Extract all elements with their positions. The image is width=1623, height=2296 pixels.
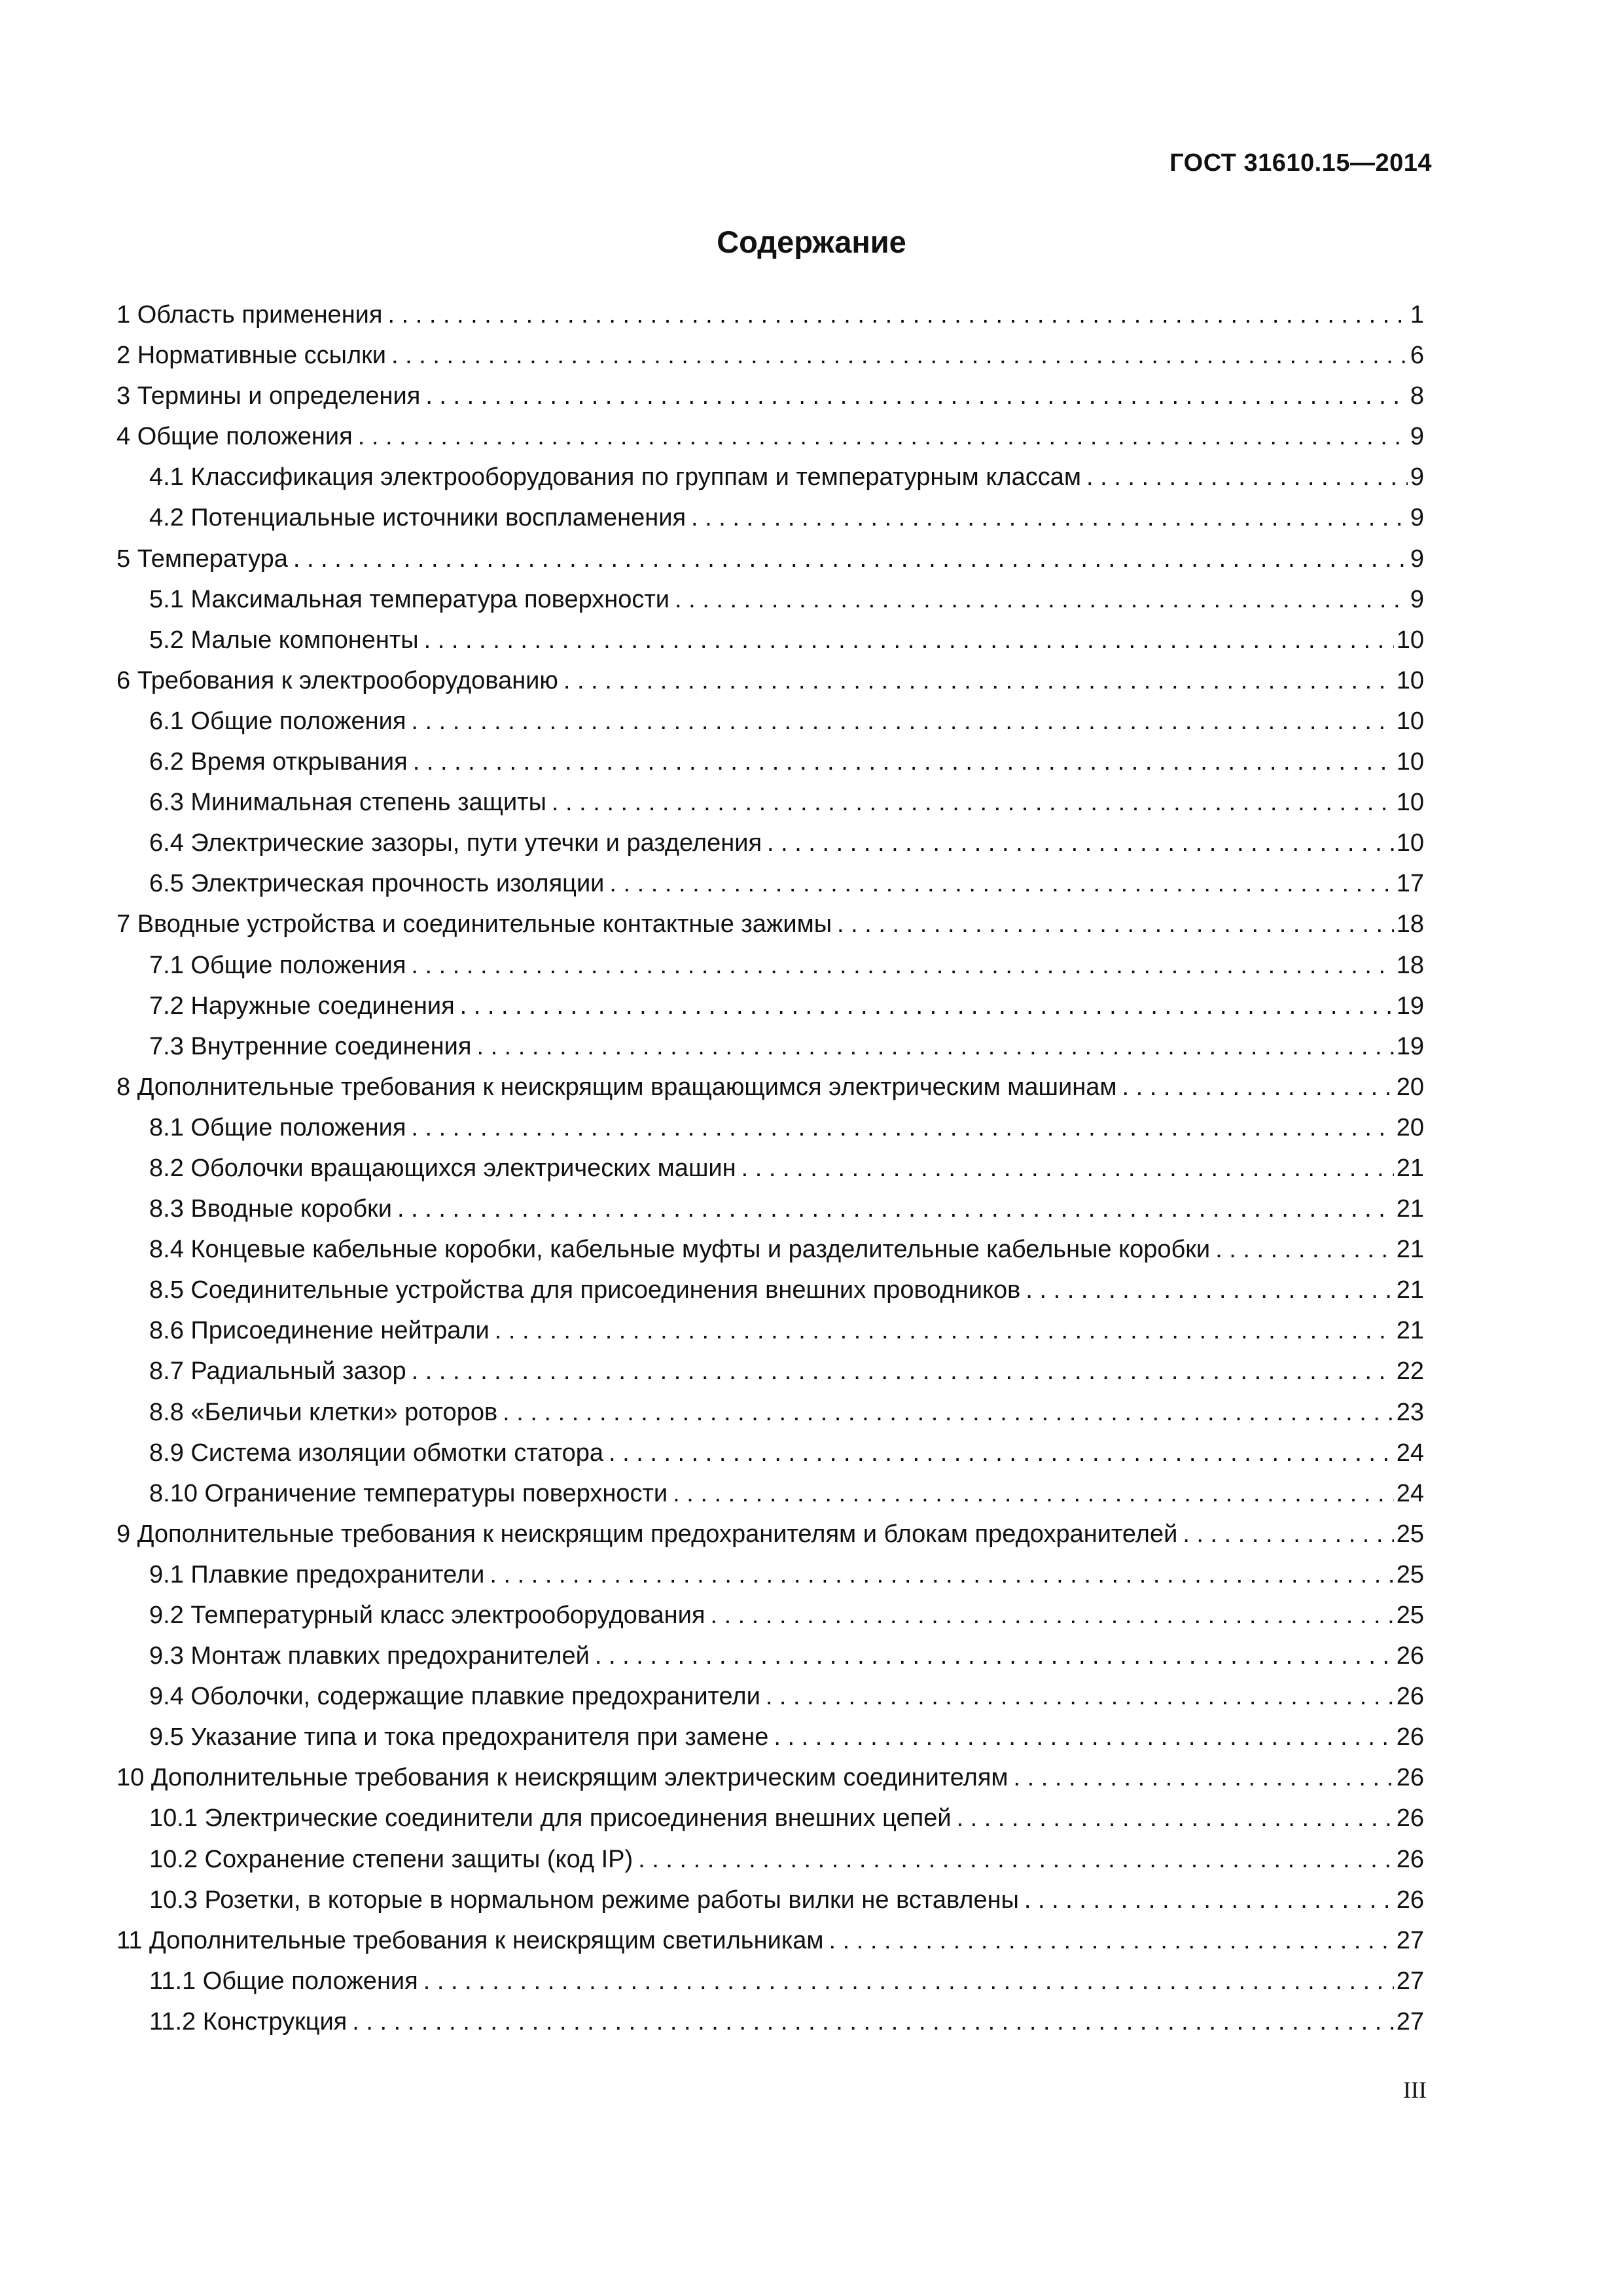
toc-entry-page: 8 bbox=[1410, 382, 1424, 410]
toc-entry-title: 10.1 Электрические соединители для присоединения внешних цепей bbox=[149, 1804, 952, 1833]
toc-entry[interactable] bbox=[116, 1148, 1424, 1189]
toc-entry[interactable] bbox=[116, 416, 1424, 457]
toc-entry-title: 6.2 Время открывания bbox=[149, 748, 408, 776]
toc-entry[interactable] bbox=[116, 1392, 1424, 1433]
toc-dot-leader bbox=[710, 1595, 1393, 1636]
toc-entry-page: 21 bbox=[1396, 1154, 1424, 1182]
toc-entry-page: 20 bbox=[1396, 1113, 1424, 1141]
toc-entry[interactable] bbox=[116, 1676, 1424, 1717]
toc-entry-page: 26 bbox=[1396, 1845, 1424, 1873]
toc-entry-page: 26 bbox=[1396, 1683, 1424, 1711]
toc-entry-page: 18 bbox=[1396, 910, 1424, 939]
toc-entry[interactable] bbox=[116, 1067, 1424, 1107]
toc-dot-leader bbox=[1183, 1514, 1393, 1554]
toc-entry-title: 7 Вводные устройства и соединительные контактные зажимы bbox=[116, 910, 832, 939]
toc-entry[interactable] bbox=[116, 1880, 1424, 1920]
toc-entry[interactable] bbox=[116, 986, 1424, 1026]
toc-dot-leader bbox=[358, 416, 1408, 457]
toc-entry[interactable] bbox=[116, 904, 1424, 944]
toc-entry-page: 26 bbox=[1396, 1764, 1424, 1792]
toc-entry[interactable] bbox=[116, 1189, 1424, 1229]
toc-entry-title: 8.3 Вводные коробки bbox=[149, 1195, 393, 1223]
toc-entry-page: 26 bbox=[1396, 1804, 1424, 1833]
toc-dot-leader bbox=[293, 539, 1408, 579]
toc-dot-leader bbox=[609, 1433, 1394, 1473]
page-number: III bbox=[1403, 2077, 1427, 2103]
toc-entry-title: 7.2 Наружные соединения bbox=[149, 992, 455, 1020]
toc-entry-page: 25 bbox=[1396, 1602, 1424, 1629]
toc-entry-page: 26 bbox=[1396, 1886, 1424, 1914]
toc-entry-title: 6.1 Общие положения bbox=[149, 707, 406, 735]
toc-entry-page: 10 bbox=[1396, 666, 1424, 694]
toc-entry-page: 26 bbox=[1396, 1723, 1424, 1751]
toc-dot-leader bbox=[552, 782, 1394, 823]
toc-entry-title: 4 Общие положения bbox=[116, 423, 353, 451]
toc-entry[interactable] bbox=[116, 295, 1424, 335]
toc-entry-page: 23 bbox=[1396, 1398, 1424, 1426]
toc-entry[interactable] bbox=[116, 1351, 1424, 1391]
toc-entry[interactable] bbox=[116, 1107, 1424, 1148]
toc-entry-title: 1 Область применения bbox=[116, 301, 383, 329]
toc-entry[interactable] bbox=[116, 823, 1424, 863]
toc-entry-title: 11.2 Конструкция bbox=[149, 2007, 348, 2036]
toc-entry-title: 8.7 Радиальный зазор bbox=[149, 1357, 406, 1386]
toc-entry-page: 9 bbox=[1410, 585, 1424, 613]
toc-entry-title: 2 Нормативные ссылки bbox=[116, 342, 386, 370]
toc-entry-title: 10 Дополнительные требования к неискрящим электрическим соединителям bbox=[116, 1764, 1008, 1792]
toc-entry-title: 6.4 Электрические зазоры, пути утечки и разделения bbox=[149, 829, 762, 857]
toc-entry[interactable] bbox=[116, 457, 1424, 497]
toc-entry-title: 8.5 Соединительные устройства для присоединения внешних проводников bbox=[149, 1276, 1021, 1304]
toc-dot-leader bbox=[391, 335, 1408, 376]
toc-entry[interactable] bbox=[116, 782, 1424, 823]
toc-entry[interactable] bbox=[116, 1229, 1424, 1270]
toc-entry-title: 4.2 Потенциальные источники воспламенения bbox=[149, 504, 687, 532]
toc-entry-title: 7.1 Общие положения bbox=[149, 951, 406, 979]
toc-entry[interactable] bbox=[116, 1595, 1424, 1636]
toc-entry-title: 6.5 Электрическая прочность изоляции bbox=[149, 870, 605, 898]
toc-entry-page: 24 bbox=[1396, 1439, 1424, 1467]
toc-dot-leader bbox=[460, 986, 1394, 1026]
toc-entry-page: 9 bbox=[1410, 463, 1424, 492]
toc-entry-title: 11 Дополнительные требования к неискрящим светильникам bbox=[116, 1926, 824, 1954]
toc-entry-title: 8.9 Система изоляции обмотки статора bbox=[149, 1439, 603, 1467]
toc-entry[interactable] bbox=[116, 1920, 1424, 1961]
toc-title: Содержание bbox=[717, 224, 906, 259]
toc-dot-leader bbox=[413, 742, 1394, 782]
toc-entry[interactable] bbox=[116, 1310, 1424, 1351]
toc-dot-leader bbox=[424, 620, 1394, 660]
toc-entry-title: 6.3 Минимальная степень защиты bbox=[149, 789, 546, 817]
toc-entry-page: 10 bbox=[1396, 789, 1424, 817]
toc-dot-leader bbox=[957, 1798, 1394, 1839]
toc-entry[interactable] bbox=[116, 742, 1424, 782]
toc-entry-title: 8.10 Ограничение температуры поверхности bbox=[149, 1479, 668, 1507]
toc-entry-title: 8.1 Общие положения bbox=[149, 1113, 406, 1141]
toc-entry-title: 10.2 Сохранение степени защиты (код IP) bbox=[149, 1845, 633, 1873]
toc-dot-leader bbox=[411, 701, 1393, 742]
toc-entry[interactable] bbox=[116, 660, 1424, 701]
toc-entry[interactable] bbox=[116, 1026, 1424, 1067]
toc-entry-title: 11.1 Общие положения bbox=[149, 1967, 418, 1995]
table-of-contents bbox=[116, 295, 1424, 2042]
toc-entry-page: 24 bbox=[1396, 1479, 1424, 1507]
toc-entry[interactable] bbox=[116, 1270, 1424, 1310]
toc-entry-title: 6 Требования к электрооборудованию bbox=[116, 666, 558, 694]
toc-entry-title: 5.1 Максимальная температура поверхности bbox=[149, 585, 670, 613]
toc-entry[interactable] bbox=[116, 1514, 1424, 1554]
toc-entry[interactable] bbox=[116, 1554, 1424, 1595]
toc-entry-page: 22 bbox=[1396, 1357, 1424, 1386]
toc-entry-title: 8 Дополнительные требования к неискрящим вращающимся электрическим машинам bbox=[116, 1073, 1117, 1101]
toc-entry-title: 9 Дополнительные требования к неискрящим предохранителям и блокам предохранителей bbox=[116, 1520, 1178, 1548]
toc-entry[interactable] bbox=[116, 376, 1424, 416]
toc-entry-page: 27 bbox=[1396, 2007, 1424, 2036]
toc-entry[interactable] bbox=[116, 335, 1424, 376]
toc-dot-leader bbox=[829, 1920, 1394, 1961]
toc-entry-page: 9 bbox=[1410, 423, 1424, 451]
toc-entry[interactable] bbox=[116, 620, 1424, 660]
toc-entry-title: 9.2 Температурный класс электрооборудования bbox=[149, 1602, 705, 1629]
toc-entry[interactable] bbox=[116, 539, 1424, 579]
toc-dot-leader bbox=[1215, 1229, 1394, 1270]
toc-dot-leader bbox=[691, 497, 1408, 538]
toc-entry-title: 5.2 Малые компоненты bbox=[149, 626, 419, 654]
toc-dot-leader bbox=[425, 376, 1408, 416]
toc-entry[interactable] bbox=[116, 863, 1424, 904]
toc-entry-page: 6 bbox=[1410, 342, 1424, 370]
toc-entry-page: 10 bbox=[1396, 748, 1424, 776]
toc-entry-title: 9.5 Указание типа и тока предохранителя при замене bbox=[149, 1723, 769, 1751]
toc-entry[interactable] bbox=[116, 701, 1424, 742]
toc-dot-leader bbox=[503, 1392, 1394, 1433]
toc-entry-page: 27 bbox=[1396, 1926, 1424, 1954]
toc-dot-leader bbox=[397, 1189, 1394, 1229]
toc-dot-leader bbox=[495, 1310, 1394, 1351]
toc-entry-title: 8.8 «Беличьи клетки» роторов bbox=[149, 1398, 498, 1426]
toc-dot-leader bbox=[563, 660, 1394, 701]
toc-entry[interactable] bbox=[116, 1961, 1424, 2001]
toc-entry-page: 17 bbox=[1396, 870, 1424, 898]
toc-dot-leader bbox=[1024, 1880, 1394, 1920]
toc-entry[interactable] bbox=[116, 1798, 1424, 1839]
toc-entry-page: 26 bbox=[1396, 1642, 1424, 1670]
toc-entry-page: 25 bbox=[1396, 1560, 1424, 1588]
toc-dot-leader bbox=[490, 1554, 1393, 1595]
toc-dot-leader bbox=[675, 579, 1408, 620]
toc-dot-leader bbox=[595, 1636, 1394, 1676]
toc-dot-leader bbox=[476, 1026, 1393, 1067]
toc-entry-page: 18 bbox=[1396, 951, 1424, 979]
toc-entry-page: 9 bbox=[1410, 545, 1424, 573]
toc-dot-leader bbox=[1026, 1270, 1393, 1310]
toc-entry-page: 20 bbox=[1396, 1073, 1424, 1101]
toc-entry-page: 27 bbox=[1396, 1967, 1424, 1995]
toc-entry-page: 10 bbox=[1396, 829, 1424, 857]
toc-entry-page: 10 bbox=[1396, 707, 1424, 735]
toc-entry-title: 8.2 Оболочки вращающихся электрических машин bbox=[149, 1154, 736, 1182]
toc-entry-title: 9.4 Оболочки, содержащие плавкие предохранители bbox=[149, 1683, 760, 1711]
toc-dot-leader bbox=[609, 863, 1393, 904]
toc-dot-leader bbox=[1086, 457, 1408, 497]
toc-entry[interactable] bbox=[116, 1839, 1424, 1880]
toc-entry[interactable] bbox=[116, 1757, 1424, 1798]
toc-dot-leader bbox=[1122, 1067, 1394, 1107]
toc-dot-leader bbox=[387, 295, 1407, 335]
toc-entry[interactable] bbox=[116, 579, 1424, 620]
toc-entry-page: 19 bbox=[1396, 1032, 1424, 1060]
toc-dot-leader bbox=[741, 1148, 1394, 1189]
toc-dot-leader bbox=[1014, 1757, 1394, 1798]
toc-entry-title: 9.3 Монтаж плавких предохранителей bbox=[149, 1642, 590, 1670]
toc-entry-page: 10 bbox=[1396, 626, 1424, 654]
toc-dot-leader bbox=[766, 1676, 1394, 1717]
toc-entry-title: 3 Термины и определения bbox=[116, 382, 421, 410]
toc-entry-title: 4.1 Классификация электрооборудования по группам и температурным классам bbox=[149, 463, 1081, 492]
toc-dot-leader bbox=[837, 904, 1394, 944]
toc-entry-page: 21 bbox=[1396, 1236, 1424, 1264]
toc-dot-leader bbox=[423, 1961, 1394, 2001]
toc-dot-leader bbox=[673, 1473, 1394, 1514]
toc-dot-leader bbox=[352, 2001, 1393, 2042]
toc-dot-leader bbox=[412, 1351, 1394, 1391]
toc-entry[interactable] bbox=[116, 2001, 1424, 2042]
toc-entry-page: 9 bbox=[1410, 504, 1424, 532]
toc-entry-title: 8.4 Концевые кабельные коробки, кабельные муфты и разделительные кабельные коробки bbox=[149, 1236, 1211, 1264]
toc-entry-page: 21 bbox=[1396, 1276, 1424, 1304]
toc-entry[interactable] bbox=[116, 1473, 1424, 1514]
toc-dot-leader bbox=[767, 823, 1394, 863]
toc-dot-leader bbox=[774, 1717, 1393, 1757]
standard-number: ГОСТ 31610.15—2014 bbox=[1169, 149, 1432, 177]
toc-entry-title: 9.1 Плавкие предохранители bbox=[149, 1560, 485, 1588]
toc-entry-title: 5 Температура bbox=[116, 545, 288, 573]
toc-dot-leader bbox=[638, 1839, 1394, 1880]
toc-entry[interactable] bbox=[116, 945, 1424, 986]
toc-entry-page: 1 bbox=[1410, 301, 1424, 329]
toc-entry-page: 21 bbox=[1396, 1195, 1424, 1223]
toc-entry-page: 25 bbox=[1396, 1520, 1424, 1548]
toc-entry-title: 10.3 Розетки, в которые в нормальном режиме работы вилки не вставлены bbox=[149, 1886, 1019, 1914]
toc-entry[interactable] bbox=[116, 1433, 1424, 1473]
toc-entry-title: 7.3 Внутренние соединения bbox=[149, 1032, 472, 1060]
toc-entry-page: 19 bbox=[1396, 992, 1424, 1020]
toc-entry[interactable] bbox=[116, 1636, 1424, 1676]
toc-entry-title: 8.6 Присоединение нейтрали bbox=[149, 1317, 490, 1345]
toc-entry[interactable] bbox=[116, 1717, 1424, 1757]
toc-dot-leader bbox=[411, 945, 1393, 986]
toc-entry[interactable] bbox=[116, 497, 1424, 538]
toc-dot-leader bbox=[411, 1107, 1393, 1148]
toc-entry-page: 21 bbox=[1396, 1317, 1424, 1345]
